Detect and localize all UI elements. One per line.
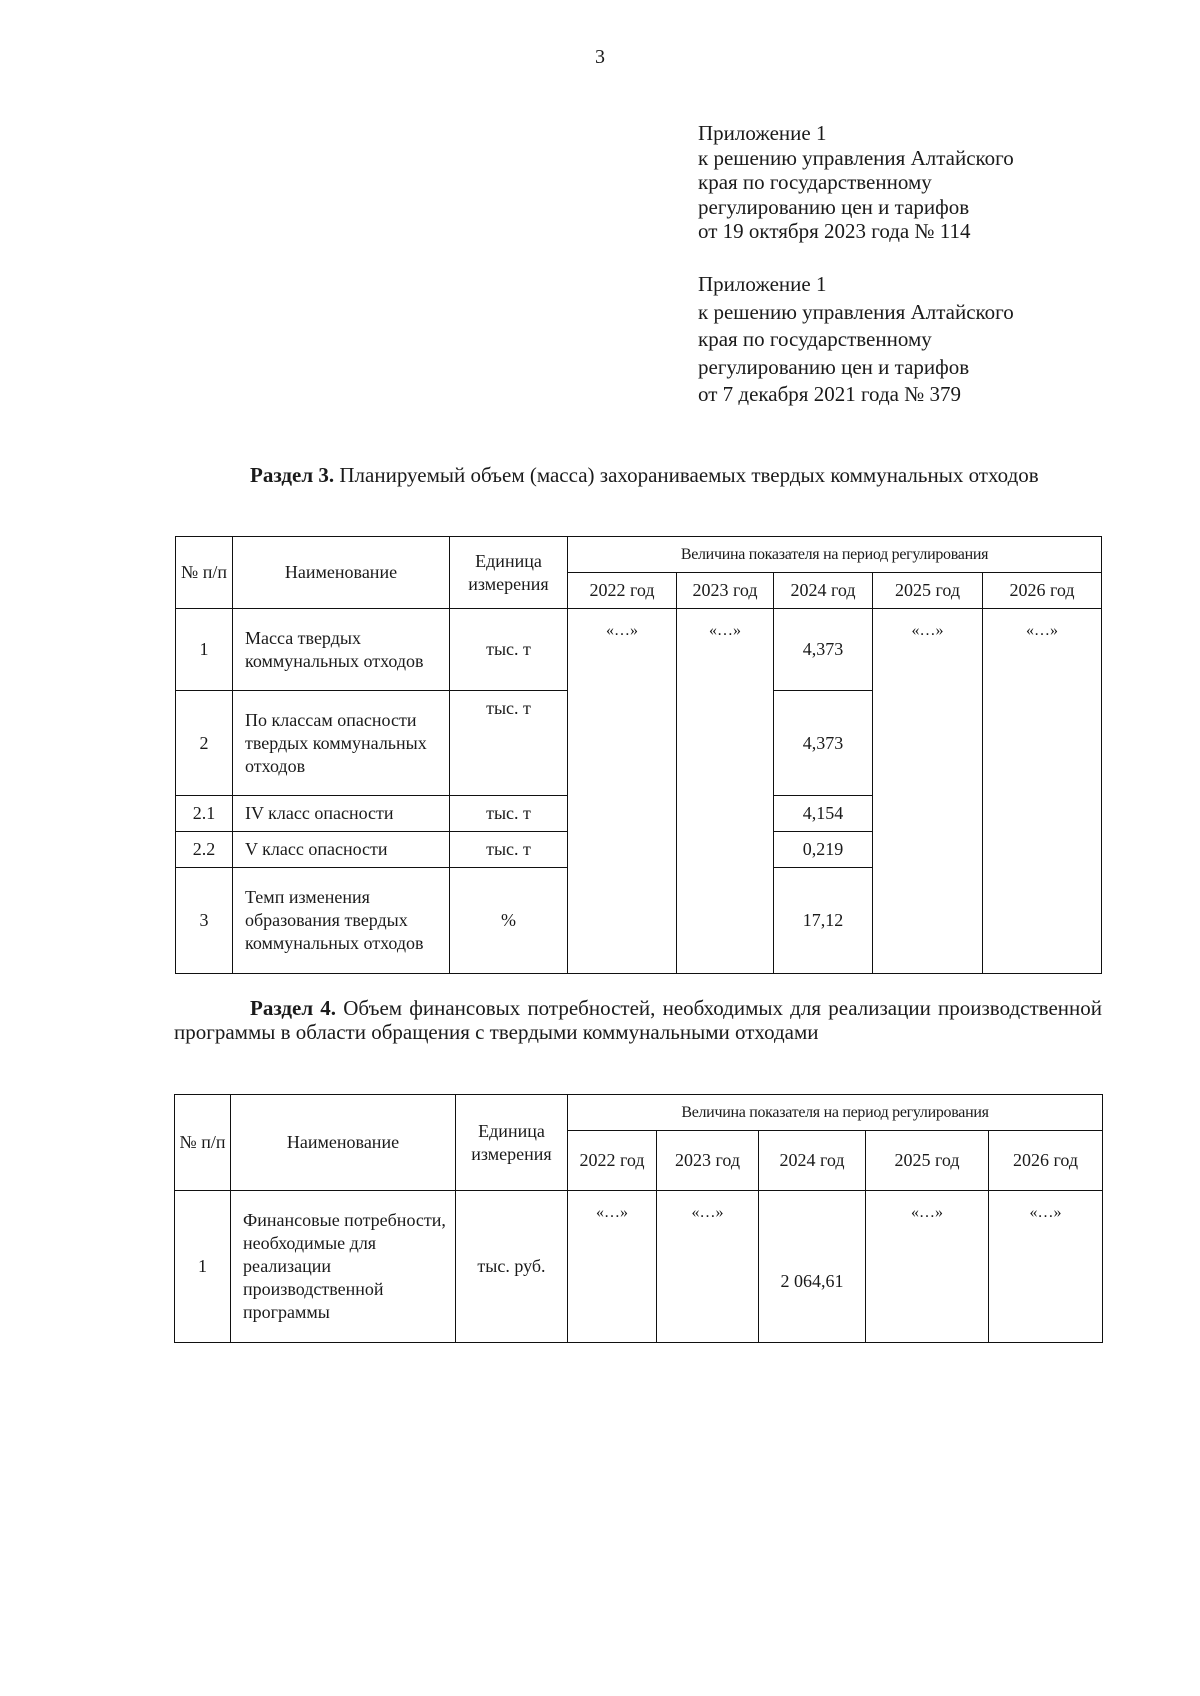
value-2026-placeholder: «…» xyxy=(983,609,1102,974)
header-unit: Единица измерения xyxy=(456,1095,568,1191)
annex-original-heading xyxy=(698,271,1118,409)
row-value-2024: 4,373 xyxy=(774,691,873,796)
section-4-heading xyxy=(174,996,1102,1044)
annex-current-line: Приложение 1 xyxy=(698,121,827,145)
row-num: 2.2 xyxy=(176,832,233,868)
page-number: 3 xyxy=(595,46,605,68)
header-year-2025: 2025 год xyxy=(873,573,983,609)
row-name: По классам опасности твердых коммунальных отходов xyxy=(233,691,450,796)
row-unit: тыс. т xyxy=(450,609,568,691)
annex-current-heading xyxy=(698,121,1118,244)
section-4-label: Раздел 4. xyxy=(250,996,337,1020)
header-year-2023: 2023 год xyxy=(677,573,774,609)
header-year-2026: 2026 год xyxy=(989,1131,1103,1191)
annex-current-line: края по государственному xyxy=(698,170,932,194)
header-name: Наименование xyxy=(233,537,450,609)
section-4-title: Объем финансовых потребностей, необходимых для реализации производственной программы в области обращения с твердыми коммунальными отходами xyxy=(174,996,1102,1044)
row-name: Масса твердых коммунальных отходов xyxy=(233,609,450,691)
annex-original-line: от 7 декабря 2021 года № 379 xyxy=(698,382,961,406)
header-name: Наименование xyxy=(231,1095,456,1191)
row-unit: тыс. т xyxy=(450,796,568,832)
annex-original-line: регулированию цен и тарифов xyxy=(698,354,970,379)
row-unit: % xyxy=(450,868,568,974)
row-num: 3 xyxy=(176,868,233,974)
row-name: Темп изменения образования твердых коммунальных отходов xyxy=(233,868,450,974)
row-unit: тыс. т xyxy=(450,691,568,796)
header-year-2022: 2022 год xyxy=(568,573,677,609)
section-4-table xyxy=(174,1094,1103,1343)
row-unit: тыс. руб. xyxy=(456,1191,568,1343)
header-year-2022: 2022 год xyxy=(568,1131,657,1191)
row-value-2024: 4,154 xyxy=(774,796,873,832)
annex-original-line: к решению управления Алтайского xyxy=(698,299,1014,324)
header-year-2023: 2023 год xyxy=(657,1131,759,1191)
annex-current-line: от 19 октября 2023 года № 114 xyxy=(698,219,971,243)
row-num: 2.1 xyxy=(176,796,233,832)
annex-original-line: Приложение 1 xyxy=(698,272,827,296)
value-2023-placeholder: «…» xyxy=(657,1191,759,1343)
table-row xyxy=(175,1191,1103,1343)
value-2025-placeholder: «…» xyxy=(873,609,983,974)
row-value-2024: 4,373 xyxy=(774,609,873,691)
annex-current-line: регулированию цен и тарифов xyxy=(698,194,970,219)
row-unit: тыс. т xyxy=(450,832,568,868)
value-2022-placeholder: «…» xyxy=(568,1191,657,1343)
value-2026-placeholder: «…» xyxy=(989,1191,1103,1343)
row-num: 1 xyxy=(175,1191,231,1343)
row-name: IV класс опасности xyxy=(233,796,450,832)
header-period: Величина показателя на период регулирования xyxy=(568,1095,1103,1131)
header-num: № п/п xyxy=(175,1095,231,1191)
value-2025-placeholder: «…» xyxy=(866,1191,989,1343)
row-name: V класс опасности xyxy=(233,832,450,868)
header-year-2026: 2026 год xyxy=(983,573,1102,609)
header-year-2025: 2025 год xyxy=(866,1131,989,1191)
header-year-2024: 2024 год xyxy=(774,573,873,609)
annex-current-line: к решению управления Алтайского xyxy=(698,145,1014,170)
header-year-2024: 2024 год xyxy=(759,1131,866,1191)
section-3-table xyxy=(175,536,1102,974)
row-name: Финансовые потребности, необходимые для реализации производственной программы xyxy=(231,1191,456,1343)
row-value-2024: 17,12 xyxy=(774,868,873,974)
header-num: № п/п xyxy=(176,537,233,609)
table-row xyxy=(176,609,1102,691)
section-3-title: Планируемый объем (масса) захораниваемых твердых коммунальных отходов xyxy=(334,463,1039,487)
annex-original-line: края по государственному xyxy=(698,327,932,351)
row-value-2024: 0,219 xyxy=(774,832,873,868)
value-2023-placeholder: «…» xyxy=(677,609,774,974)
row-value-2024: 2 064,61 xyxy=(759,1191,866,1343)
value-2022-placeholder: «…» xyxy=(568,609,677,974)
header-period: Величина показателя на период регулирования xyxy=(568,537,1102,573)
header-unit: Единица измерения xyxy=(450,537,568,609)
section-3-label: Раздел 3. xyxy=(250,463,335,487)
row-num: 1 xyxy=(176,609,233,691)
row-num: 2 xyxy=(176,691,233,796)
section-3-heading xyxy=(174,463,1102,487)
